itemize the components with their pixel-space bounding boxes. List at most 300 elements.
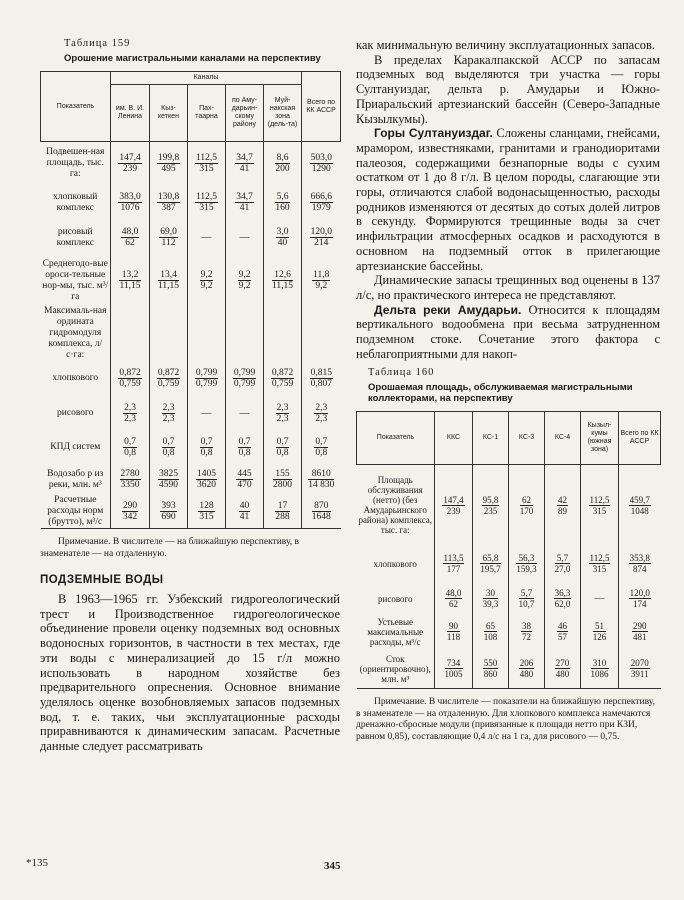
- fraction: [589, 495, 611, 516]
- fraction: [233, 368, 256, 389]
- denominator: 89: [558, 505, 567, 516]
- fraction: [235, 192, 254, 213]
- table-cell: [264, 142, 302, 186]
- numerator: 112,5: [589, 553, 610, 564]
- numerator: 112,5: [195, 153, 218, 164]
- numerator: 11,8: [313, 270, 330, 280]
- table-cell: [509, 545, 545, 583]
- numerator: 2,3: [162, 403, 175, 413]
- numerator: 120,0: [629, 588, 650, 599]
- fraction: [632, 621, 648, 642]
- numerator: 3825: [159, 469, 178, 479]
- fraction: [196, 469, 217, 490]
- table-cell: [302, 142, 341, 186]
- fraction: [275, 501, 289, 522]
- denominator: 14 830: [308, 480, 335, 490]
- table-cell: [545, 583, 581, 615]
- table-row: [41, 397, 341, 431]
- denominator: 1076: [120, 203, 140, 213]
- denominator: 3911: [630, 669, 649, 680]
- table159: [40, 71, 341, 529]
- fraction: [272, 270, 293, 291]
- right-paragraph: [356, 38, 660, 53]
- fraction: [157, 192, 180, 213]
- table-cell: [111, 186, 150, 220]
- denominator: 480: [555, 669, 570, 680]
- table-cell: [581, 615, 619, 649]
- numerator: 2070: [630, 658, 649, 669]
- numerator: 0,872: [119, 368, 141, 378]
- table-cell: [302, 220, 341, 256]
- fraction: [119, 270, 140, 291]
- fraction: [442, 495, 464, 516]
- table160-caption: Таблица 160: [368, 367, 435, 379]
- table-row: [41, 256, 341, 306]
- fraction: [557, 495, 568, 516]
- table-cell: [435, 545, 473, 583]
- denominator: 9,2: [238, 281, 251, 291]
- table-cell: [619, 545, 661, 583]
- table-row: [41, 142, 341, 186]
- fraction: [519, 658, 535, 679]
- numerator: 550: [483, 658, 498, 669]
- denominator: 0,8: [276, 448, 289, 458]
- table-cell: [545, 615, 581, 649]
- table-cell: [619, 615, 661, 649]
- denominator: 2,3: [315, 414, 328, 424]
- numerator: 0,872: [157, 368, 180, 378]
- table-cell: [545, 465, 581, 545]
- denominator: 288: [275, 511, 290, 522]
- fraction: [235, 153, 254, 174]
- table-cell: [473, 583, 509, 615]
- fraction: [195, 368, 218, 389]
- fraction: [591, 658, 609, 679]
- fraction: [310, 153, 333, 174]
- numerator: 2780: [120, 469, 140, 479]
- table159-caption: Таблица 159: [64, 38, 131, 49]
- numerator: 353,8: [629, 553, 650, 564]
- table-cell: [150, 465, 188, 495]
- table-cell: [226, 256, 264, 306]
- fraction: [447, 621, 460, 642]
- denominator: 108: [483, 632, 498, 643]
- numerator: 30: [483, 588, 499, 599]
- numerator: 65,8: [480, 553, 500, 564]
- denominator: 214: [314, 238, 329, 248]
- denominator: 315: [199, 164, 214, 175]
- table-cell: [473, 465, 509, 545]
- table-row: [357, 465, 661, 545]
- denominator: 9,2: [315, 281, 328, 291]
- row-label: КПД систем: [50, 442, 101, 452]
- table160-header-col: Кызыл-кумы (южная зона): [581, 412, 619, 465]
- table-cell: [150, 495, 188, 529]
- denominator: 874: [633, 564, 647, 575]
- denominator: 62: [125, 238, 135, 248]
- table-row: [41, 186, 341, 220]
- cell-value: —: [201, 232, 212, 243]
- right-paragraph: [356, 273, 660, 302]
- numerator: 13,2: [119, 270, 140, 281]
- fraction: [521, 621, 532, 642]
- fraction: [158, 270, 179, 291]
- paragraph-text: как минимальную величину эксплуатационных запасов.: [356, 38, 656, 52]
- numerator: 147,4: [119, 153, 141, 164]
- fraction: [519, 588, 535, 609]
- table-row: [357, 583, 661, 615]
- numerator: 12,6: [272, 270, 293, 281]
- denominator: 11,15: [119, 281, 141, 291]
- denominator: 1290: [311, 164, 331, 175]
- table-cell: [435, 649, 473, 689]
- table-cell: [264, 220, 302, 256]
- numerator: 155: [273, 469, 292, 480]
- fraction: [312, 270, 330, 291]
- table-cell: [302, 256, 341, 306]
- table-cell: [111, 256, 150, 306]
- fraction: [310, 192, 333, 213]
- table-row: [41, 465, 341, 495]
- table160-header-col: КС-4: [545, 412, 581, 465]
- table160-note: Примечание. В числителе — показатели на ближайшую перспективу, в знаменателе — на отдаленную. Для хлопкового комплекса намечаются дренажно-сбросные модули (привязанные к площади нетто при КЗИ, равном 0,85), составляющие 0,4 л/с на 1 га, для рисового — 0,75.: [356, 697, 655, 742]
- numerator: 0,7: [124, 437, 136, 447]
- numerator: 0,7: [276, 437, 289, 447]
- table-cell: [188, 256, 226, 306]
- table159-header-col: Муй-накская зона (дель-та): [264, 85, 302, 142]
- denominator: 0,807: [310, 379, 332, 389]
- numerator: 9,2: [200, 270, 213, 280]
- table-cell: [150, 186, 188, 220]
- denominator: 41: [239, 164, 250, 175]
- fraction: [516, 553, 536, 574]
- fraction: [629, 495, 651, 516]
- numerator: 870: [312, 501, 331, 512]
- fraction: [120, 469, 141, 490]
- numerator: 56,3: [516, 553, 536, 564]
- table-cell: [188, 465, 226, 495]
- table-cell: [188, 431, 226, 465]
- fraction: [445, 588, 463, 609]
- numerator: 38: [522, 621, 531, 632]
- denominator: 315: [592, 505, 607, 516]
- fraction: [123, 403, 137, 424]
- row-label: рисового: [57, 408, 94, 418]
- fraction: [629, 553, 651, 574]
- table159-header-indicator: Показатель: [41, 72, 111, 142]
- fraction: [200, 270, 214, 291]
- numerator: 36,3: [554, 588, 571, 599]
- table-cell: [188, 220, 226, 256]
- denominator: 41: [239, 511, 250, 522]
- right-text: [356, 38, 660, 361]
- cell-value: —: [201, 408, 212, 419]
- table-cell: [581, 465, 619, 545]
- table-row: [41, 220, 341, 256]
- table-cell: [509, 465, 545, 545]
- denominator: 57: [558, 632, 567, 643]
- denominator: 62,0: [554, 599, 571, 610]
- table160-body: [357, 465, 661, 689]
- table-cell: [226, 431, 264, 465]
- denominator: 0,8: [315, 448, 328, 458]
- numerator: 445: [237, 469, 252, 479]
- fraction: [118, 368, 141, 389]
- table-cell: [226, 306, 264, 361]
- fraction: [310, 368, 333, 389]
- table-cell: [264, 431, 302, 465]
- denominator: 118: [446, 632, 461, 643]
- paragraph-text: Относится к площадям вертикального водообмена при весьма затрудненном подземном стоке. Сочетание этого фактора с неблагоприятными для накоп-: [356, 302, 661, 361]
- numerator: 5,6: [276, 192, 289, 202]
- denominator: 690: [161, 511, 176, 522]
- fraction: [195, 153, 218, 174]
- numerator: 199,8: [157, 153, 180, 164]
- denominator: 160: [275, 203, 290, 213]
- table160-header-indicator: Показатель: [357, 412, 435, 465]
- table-cell: [473, 649, 509, 689]
- row-label: Устьевые максимальные расходы, м³/с: [367, 616, 424, 647]
- denominator: 200: [275, 164, 290, 175]
- numerator: 42: [558, 494, 567, 505]
- table160-header-col: КС-3: [509, 412, 545, 465]
- denominator: 239: [122, 164, 138, 175]
- row-label: рисовый комплекс: [56, 226, 94, 248]
- table-cell: [619, 465, 661, 545]
- fraction: [555, 553, 571, 574]
- table-cell: [435, 615, 473, 649]
- cell-value: —: [239, 408, 250, 419]
- table-cell: [226, 397, 264, 431]
- table-cell: [188, 495, 226, 529]
- fraction: [118, 192, 141, 213]
- numerator: 40: [239, 500, 250, 511]
- numerator: 5,7: [519, 588, 535, 599]
- fraction: [239, 501, 251, 522]
- fraction: [236, 469, 252, 490]
- fraction: [200, 437, 214, 458]
- page-number: 345: [324, 860, 341, 872]
- denominator: 170: [519, 505, 534, 516]
- table-row: [41, 431, 341, 465]
- numerator: 128: [199, 500, 214, 511]
- denominator: 239: [446, 505, 461, 516]
- table-cell: [111, 431, 150, 465]
- signature-mark: *135: [26, 857, 48, 869]
- numerator: 393: [161, 500, 176, 511]
- denominator: 235: [483, 505, 498, 516]
- denominator: 495: [161, 164, 176, 175]
- table-cell: [302, 186, 341, 220]
- table-cell: [111, 361, 150, 397]
- table-cell: [302, 495, 341, 529]
- denominator: 11,15: [272, 281, 294, 291]
- numerator: 3,0: [276, 227, 289, 237]
- fraction: [276, 227, 290, 248]
- table160-header-col: ККС: [435, 412, 473, 465]
- fraction: [122, 501, 138, 522]
- table160-header-col: КС-1: [473, 412, 509, 465]
- fraction: [238, 437, 252, 458]
- fraction: [445, 658, 463, 679]
- table159-header-col: Всего по КК АССР: [302, 72, 341, 142]
- denominator: 40: [277, 238, 288, 248]
- denominator: 1979: [311, 203, 331, 213]
- fraction: [157, 368, 180, 389]
- numerator: 310: [591, 658, 609, 669]
- table-cell: [188, 306, 226, 361]
- denominator: 72: [522, 632, 531, 643]
- denominator: 3350: [120, 480, 140, 490]
- row-label: Среднегодо-вые ороси-тельные нор-мы, тыс. м³/га: [42, 258, 109, 302]
- fraction: [308, 469, 334, 490]
- table-cell: [226, 495, 264, 529]
- table159-header-group: Каналы: [111, 72, 302, 85]
- fraction: [482, 495, 500, 516]
- cell-value: —: [239, 232, 250, 243]
- table-cell: [226, 142, 264, 186]
- fraction: [123, 437, 137, 458]
- fraction: [629, 588, 651, 609]
- table-cell: [150, 397, 188, 431]
- denominator: 10,7: [518, 599, 535, 610]
- numerator: 69,0: [160, 227, 177, 237]
- denominator: 159,3: [516, 564, 537, 575]
- paragraph-text: В пределах Каракалпакской АССР по запасам подземных вод выделяются три участка — горы Султануиздаг, дельта р. Амударьи и Южно-Приаральский артезианский бассейн (Северо-Западные Кызылкумы).: [356, 52, 660, 126]
- run-in-heading: Дельта реки Амударьи.: [374, 302, 522, 317]
- denominator: 11,15: [157, 281, 180, 291]
- denominator: 387: [161, 203, 176, 213]
- fraction: [520, 495, 534, 516]
- denominator: 1086: [590, 669, 609, 680]
- fraction: [121, 227, 140, 248]
- table159-header-col: им. В. И. Ленина: [111, 85, 150, 142]
- table-row: [41, 361, 341, 397]
- numerator: 62: [520, 495, 534, 506]
- denominator: 4590: [159, 480, 178, 490]
- numerator: 0,872: [271, 368, 294, 378]
- denominator: 27,0: [554, 564, 571, 575]
- row-label: Сток (ориентировочно), млн. м³: [357, 649, 435, 689]
- numerator: 46: [558, 621, 567, 632]
- denominator: 0,759: [119, 379, 141, 389]
- denominator: 0,8: [124, 448, 136, 458]
- numerator: 34,7: [236, 192, 253, 202]
- numerator: 666,6: [310, 192, 332, 202]
- numerator: 112,5: [589, 494, 610, 505]
- denominator: 126: [592, 632, 607, 643]
- numerator: 8,6: [276, 153, 289, 164]
- table-row: [357, 545, 661, 583]
- table-cell: [302, 397, 341, 431]
- table-cell: [111, 142, 150, 186]
- table-cell: [619, 649, 661, 689]
- table-cell: [150, 361, 188, 397]
- numerator: 95,8: [482, 494, 499, 505]
- table-cell: [188, 186, 226, 220]
- denominator: 62: [449, 599, 458, 610]
- denominator: 481: [633, 632, 647, 643]
- table-cell: [619, 583, 661, 615]
- table160-title: Орошаемая площадь, обслуживаемая магистральными коллекторами, на перспективу: [368, 382, 633, 405]
- numerator: 0,799: [233, 368, 256, 378]
- table-cell: [226, 220, 264, 256]
- numerator: 459,7: [629, 494, 650, 505]
- right-paragraph: [356, 53, 660, 127]
- right-paragraph: [356, 126, 660, 273]
- fraction: [157, 153, 180, 174]
- table159-header-col: Пах-таарна: [188, 85, 226, 142]
- paragraph-text: Сложены сланцами, гнейсами, мрамором, известняками, гранитами и гранодиоритами палеозоя, содержащими безнапорные воды с сухим остатком от 1 до 8 г/л. В целом породы, слагающие эти горы, отличаются слабой водонасыщенностью, расходы родников изменяются от десятых до сотых долей литров в секунду. Формируются трещинные воды за счет инфильтрации атмосферных осадков и расходуются в основном на подземный отток в прилегающие артезианские бассейны.: [356, 126, 660, 273]
- fraction: [238, 270, 252, 291]
- fraction: [593, 621, 607, 642]
- section-heading: ПОДЗЕМНЫЕ ВОДЫ: [40, 574, 164, 586]
- numerator: 0,7: [162, 437, 175, 447]
- numerator: 2,3: [124, 403, 136, 413]
- table-cell: [111, 306, 150, 361]
- table160-header-col: Всего по КК АССР: [619, 412, 661, 465]
- fraction: [589, 553, 611, 574]
- fraction: [443, 553, 465, 574]
- fraction: [276, 437, 290, 458]
- denominator: 0,799: [233, 379, 256, 389]
- right-paragraph: [356, 303, 660, 362]
- paragraph-text: Динамические запасы трещинных вод оценены в 137 л/с, но практического интереса не представляют.: [356, 273, 660, 302]
- fraction: [160, 501, 176, 522]
- fraction: [483, 588, 499, 609]
- denominator: 1005: [444, 669, 463, 680]
- table159-header-col: по Аму-дарьин-скому району: [226, 85, 264, 142]
- denominator: 0,759: [157, 379, 180, 389]
- table-cell: [581, 545, 619, 583]
- table-cell: [264, 397, 302, 431]
- numerator: 90: [447, 621, 460, 632]
- table-cell: [302, 361, 341, 397]
- denominator: 2,3: [124, 414, 136, 424]
- table-cell: [111, 465, 150, 495]
- numerator: 8610: [308, 469, 334, 480]
- table-row: [357, 649, 661, 689]
- denominator: 9,2: [200, 281, 213, 291]
- denominator: 860: [483, 669, 498, 680]
- fraction: [275, 153, 289, 174]
- denominator: 2,3: [276, 414, 289, 424]
- numerator: 120,0: [310, 227, 332, 237]
- table-cell: [150, 306, 188, 361]
- row-label: Подвешен-ная площадь, тыс. га:: [46, 147, 105, 180]
- numerator: 734: [445, 658, 463, 669]
- fraction: [310, 227, 333, 248]
- numerator: 383,0: [119, 192, 141, 202]
- table-cell: [226, 465, 264, 495]
- numerator: 503,0: [310, 153, 332, 164]
- run-in-heading: Горы Султануиздаг.: [374, 126, 493, 141]
- table-cell: [150, 220, 188, 256]
- numerator: 48,0: [445, 588, 462, 599]
- table-cell: [581, 583, 619, 615]
- table-cell: [435, 583, 473, 615]
- numerator: 9,2: [238, 270, 251, 280]
- table-cell: [264, 186, 302, 220]
- fraction: [314, 437, 328, 458]
- numerator: 13,4: [158, 270, 179, 281]
- fraction: [158, 469, 179, 490]
- left-column: [40, 38, 340, 754]
- row-label: хлопкового: [373, 558, 417, 569]
- table-cell: [302, 306, 341, 361]
- table-cell: [435, 465, 473, 545]
- denominator: 0,799: [195, 379, 218, 389]
